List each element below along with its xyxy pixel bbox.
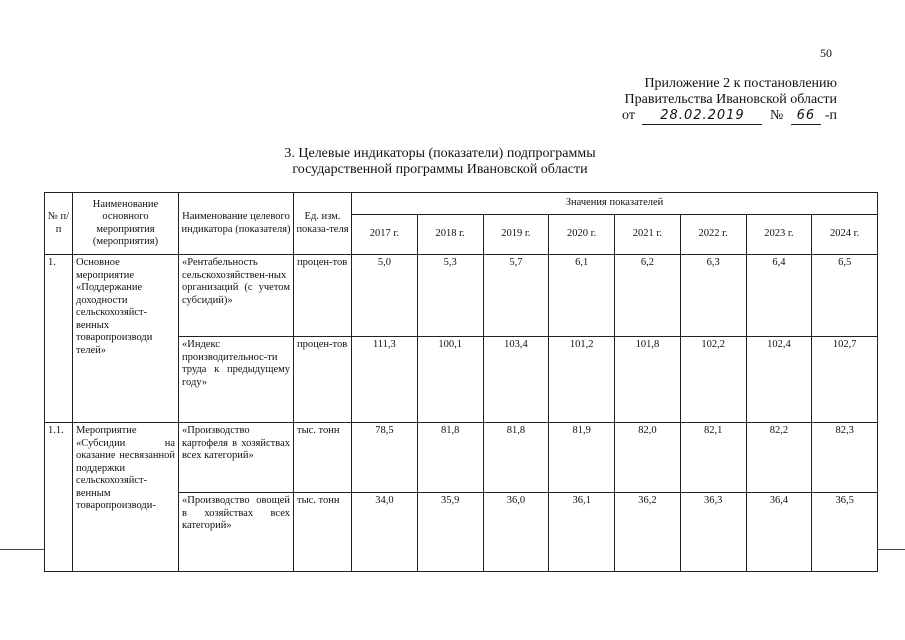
- table-row: [45, 255, 878, 337]
- header-unit: Ед. изм. показа-теля: [294, 193, 352, 255]
- indicator-name: «Рентабельность сельскохозяйствен-ных организаций (с учетом субсидий)»: [179, 255, 294, 337]
- value-cell: 6,1: [549, 255, 615, 337]
- value-cell: 6,5: [812, 255, 878, 337]
- appendix-line-1: Приложение 2 к постановлению: [644, 76, 837, 91]
- value-cell: 36,3: [680, 493, 746, 572]
- unit: процен-тов: [294, 255, 352, 337]
- value-cell: 5,0: [352, 255, 418, 337]
- value-cell: 81,8: [483, 423, 549, 493]
- scan-artifact-line-right: [878, 549, 905, 550]
- header-year: 2017 г.: [352, 215, 418, 255]
- header-year: 2020 г.: [549, 215, 615, 255]
- value-cell: 6,3: [680, 255, 746, 337]
- value-cell: 78,5: [352, 423, 418, 493]
- table-row: [45, 423, 878, 493]
- value-cell: 82,0: [615, 423, 681, 493]
- value-cell: 102,4: [746, 337, 812, 423]
- value-cell: 103,4: [483, 337, 549, 423]
- value-cell: 36,5: [812, 493, 878, 572]
- header-year: 2023 г.: [746, 215, 812, 255]
- title-line-1: 3. Целевые индикаторы (показатели) подпрограммы: [284, 146, 596, 161]
- header-year: 2018 г.: [417, 215, 483, 255]
- number-suffix: -п: [824, 108, 837, 123]
- header-indicator: Наименование целевого индикатора (показателя): [179, 193, 294, 255]
- header-year: 2019 г.: [483, 215, 549, 255]
- appendix-line-2: Правительства Ивановской области: [624, 92, 837, 107]
- header-year: 2021 г.: [615, 215, 681, 255]
- value-cell: 36,2: [615, 493, 681, 572]
- date-prefix: от: [622, 108, 635, 123]
- value-cell: 82,3: [812, 423, 878, 493]
- unit: тыс. тонн: [294, 493, 352, 572]
- indicator-name: «Индекс производительнос-ти труда к предыдущему году»: [179, 337, 294, 423]
- document-title: [230, 146, 650, 178]
- header-values: Значения показателей: [352, 193, 878, 215]
- unit: процен-тов: [294, 337, 352, 423]
- value-cell: 102,2: [680, 337, 746, 423]
- number-prefix: №: [769, 108, 784, 123]
- row-number: 1.: [45, 255, 73, 423]
- value-cell: 82,2: [746, 423, 812, 493]
- value-cell: 102,7: [812, 337, 878, 423]
- indicator-name: «Производство картофеля в хозяйствах всех категорий»: [179, 423, 294, 493]
- value-cell: 34,0: [352, 493, 418, 572]
- value-cell: 101,2: [549, 337, 615, 423]
- value-cell: 36,4: [746, 493, 812, 572]
- value-cell: 36,0: [483, 493, 549, 572]
- header-activity: Наименование основного мероприятия (мероприятия): [73, 193, 179, 255]
- value-cell: 6,2: [615, 255, 681, 337]
- indicators-table: [44, 192, 878, 572]
- row-number: 1.1.: [45, 423, 73, 572]
- appendix-header: [622, 76, 837, 125]
- activity-name: Мероприятие «Субсидии на оказание несвязанной поддержки сельскохозяйст-венным товаропроизводи-: [73, 423, 179, 572]
- value-cell: 36,1: [549, 493, 615, 572]
- unit: тыс. тонн: [294, 423, 352, 493]
- activity-name: Основное мероприятие «Поддержание доходности сельскохозяйст-венных товаропроизводи телей»: [73, 255, 179, 423]
- handwritten-date: 28.02.2019: [642, 108, 762, 125]
- value-cell: 5,7: [483, 255, 549, 337]
- header-year: 2024 г.: [812, 215, 878, 255]
- appendix-line-3: [622, 108, 837, 125]
- value-cell: 101,8: [615, 337, 681, 423]
- value-cell: 81,8: [417, 423, 483, 493]
- indicator-name: «Производство овощей в хозяйствах всех категорий»: [179, 493, 294, 572]
- title-line-2: государственной программы Ивановской области: [292, 162, 588, 177]
- header-num: № п/п: [45, 193, 73, 255]
- value-cell: 82,1: [680, 423, 746, 493]
- page-number: 50: [820, 46, 832, 60]
- value-cell: 6,4: [746, 255, 812, 337]
- value-cell: 100,1: [417, 337, 483, 423]
- value-cell: 5,3: [417, 255, 483, 337]
- value-cell: 111,3: [352, 337, 418, 423]
- value-cell: 81,9: [549, 423, 615, 493]
- value-cell: 35,9: [417, 493, 483, 572]
- header-year: 2022 г.: [680, 215, 746, 255]
- handwritten-number: 66: [791, 108, 821, 125]
- scan-artifact-line-left: [0, 549, 44, 550]
